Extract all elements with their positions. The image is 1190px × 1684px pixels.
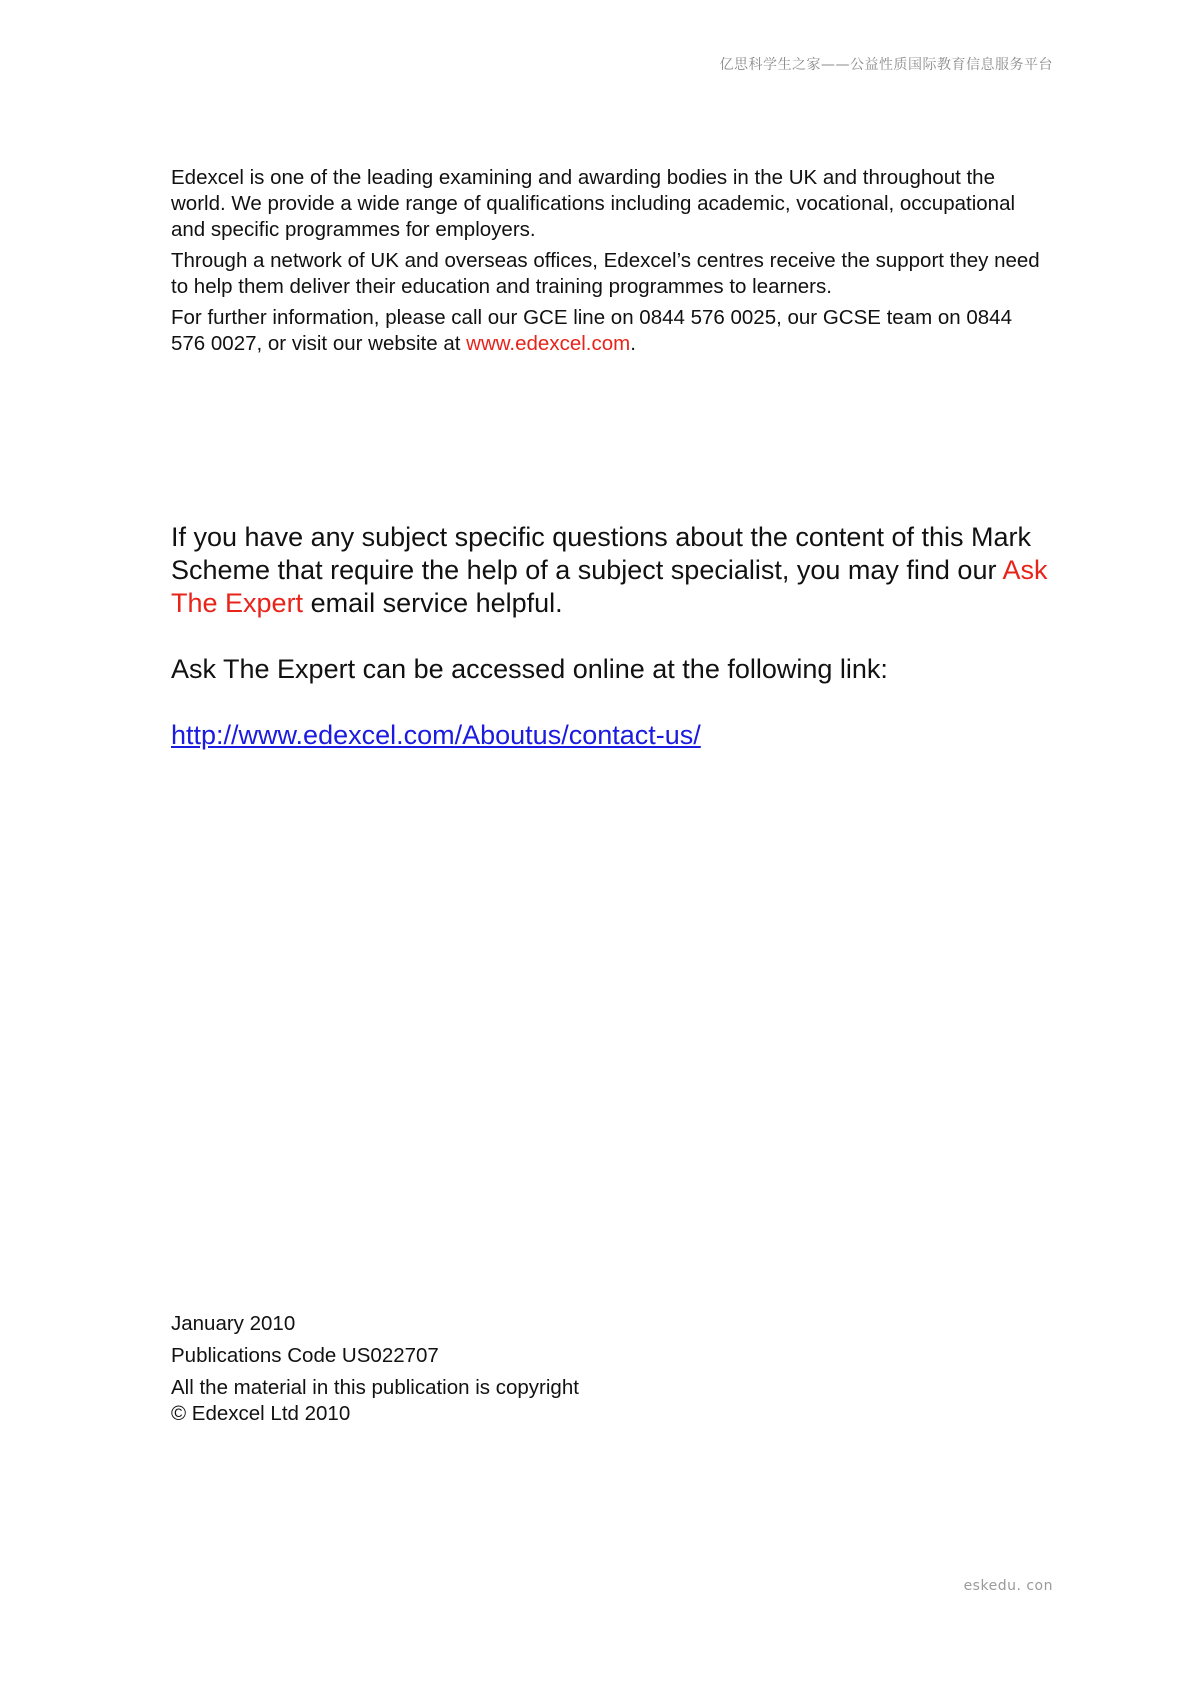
contact-info-text: For further information, please call our GCE line on 0844 576 0025, our GCSE team on 0844 576 0027, or visit our website at xyxy=(171,306,1012,355)
copyright-notice xyxy=(171,1375,579,1427)
expert-paragraph xyxy=(171,521,1071,620)
copyright-line-2: © Edexcel Ltd 2010 xyxy=(171,1402,351,1425)
intro-paragraph-1: Edexcel is one of the leading examining and awarding bodies in the UK and throughout the world. We provide a wide range of qualifications including academic, vocational, occupational and specific programmes for employers. xyxy=(171,166,1016,241)
expert-text-start: If you have any subject specific questions about the content of this Mark Scheme that require the help of a subject specialist, you may find our xyxy=(171,522,1031,585)
expert-link-paragraph xyxy=(171,719,1071,752)
intro-paragraph-2: Through a network of UK and overseas offices, Edexcel’s centres receive the support they need to help them deliver their education and training programmes to learners. xyxy=(171,249,1040,298)
intro-paragraph-3 xyxy=(171,305,1051,357)
expert-access-text: Ask The Expert can be accessed online at the following link: xyxy=(171,654,888,684)
contact-us-link[interactable]: http://www.edexcel.com/Aboutus/contact-us/ xyxy=(171,720,701,750)
ask-the-expert-section xyxy=(171,521,1071,785)
copyright-line-1: All the material in this publication is copyright xyxy=(171,1376,579,1399)
contact-info-end: . xyxy=(630,332,636,355)
page-watermark: eskedu. con xyxy=(963,1578,1053,1594)
expert-text-end: email service helpful. xyxy=(303,588,563,618)
header-watermark: 亿思科学生之家——公益性质国际教育信息服务平台 xyxy=(719,57,1053,73)
website-link[interactable]: www.edexcel.com xyxy=(466,332,631,355)
publications-code: Publications Code US022707 xyxy=(171,1344,439,1367)
publication-date: January 2010 xyxy=(171,1312,296,1335)
intro-section xyxy=(171,165,1051,362)
ask-the-expert-name: Ask The Expert xyxy=(171,555,1048,618)
publication-footer xyxy=(171,1311,579,1433)
